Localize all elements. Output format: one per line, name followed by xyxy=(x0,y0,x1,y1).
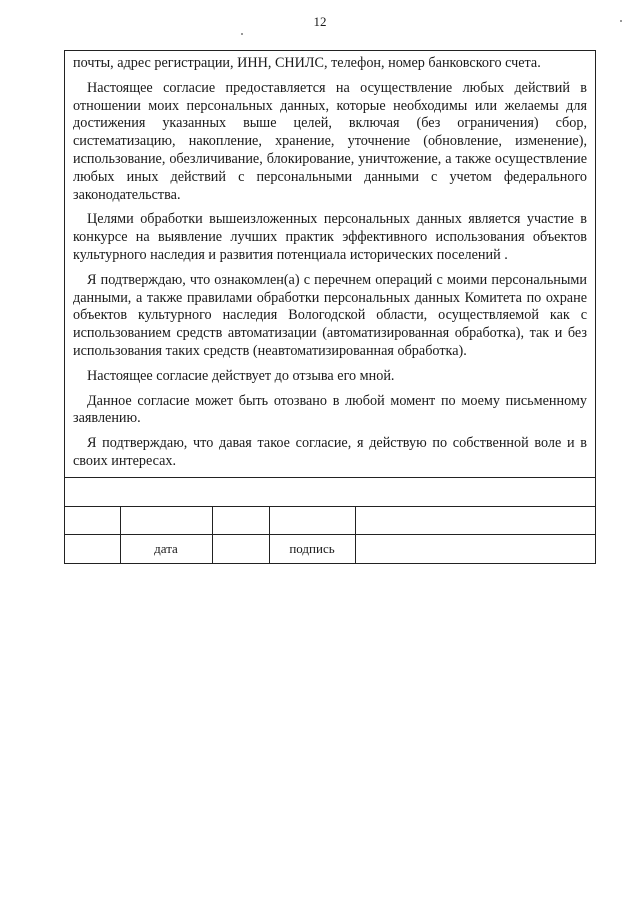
consent-paragraph: Я подтверждаю, что давая такое согласие, я действую по собственной воле и в своих интересах. xyxy=(73,435,587,469)
signature-table xyxy=(65,477,595,564)
consent-paragraph: Данное согласие может быть отозвано в любой момент по моему письменному заявлению. xyxy=(73,392,587,427)
scan-speck xyxy=(241,33,243,35)
consent-paragraph: Настоящее согласие предоставляется на осуществление любых действий в отношении моих персональных данных, которые необходимы или желаемы для достижения указанных выше целей, включая (без ограничения) сбор, систематизацию, накопление, хранение, уточнение (обновление, изменение), использование, обезличивание, блокирование, уничтожение, а также осуществление любых иных действий с персональными данными с учетом федерального законодательства. xyxy=(73,79,587,203)
signature-caption-row xyxy=(65,534,595,563)
scan-speck xyxy=(620,20,622,22)
spacer-cell xyxy=(212,534,269,563)
spacer-cell xyxy=(212,506,269,534)
blank-cell xyxy=(65,477,595,506)
name-field[interactable] xyxy=(355,506,595,534)
consent-paragraph: почты, адрес регистрации, ИНН, СНИЛС, телефон, номер банковского счета. xyxy=(73,55,541,71)
consent-paragraph: Настоящее согласие действует до отзыва его мной. xyxy=(87,367,395,384)
spacer-cell xyxy=(65,534,120,563)
date-field[interactable] xyxy=(120,506,212,534)
spacer-cell xyxy=(355,534,595,563)
date-caption: дата xyxy=(120,534,212,563)
spacer-cell xyxy=(65,506,120,534)
consent-paragraph: Я подтверждаю, что ознакомлен(а) с перечнем операций с моими персональными данными, а также правилами обработки персональных данных Комитета по охране объектов культурного наследия Вологодской области, осуществляемой как с использованием средств автоматизации (автоматизированная обработка), так и без использования таких средств (неавтоматизированная обработка). xyxy=(73,271,587,359)
consent-form-box xyxy=(64,50,596,564)
page-number: 12 xyxy=(313,14,327,29)
signature-entry-row xyxy=(65,506,595,534)
consent-paragraph: Целями обработки вышеизложенных персональных данных является участие в конкурсе на выявление лучших практик эффективного использования объектов культурного наследия и развития потенциала исторических поселений . xyxy=(73,211,587,263)
consent-text xyxy=(65,51,595,477)
signature-caption: подпись xyxy=(269,534,355,563)
signature-blank-row xyxy=(65,477,595,506)
signature-field[interactable] xyxy=(269,506,355,534)
